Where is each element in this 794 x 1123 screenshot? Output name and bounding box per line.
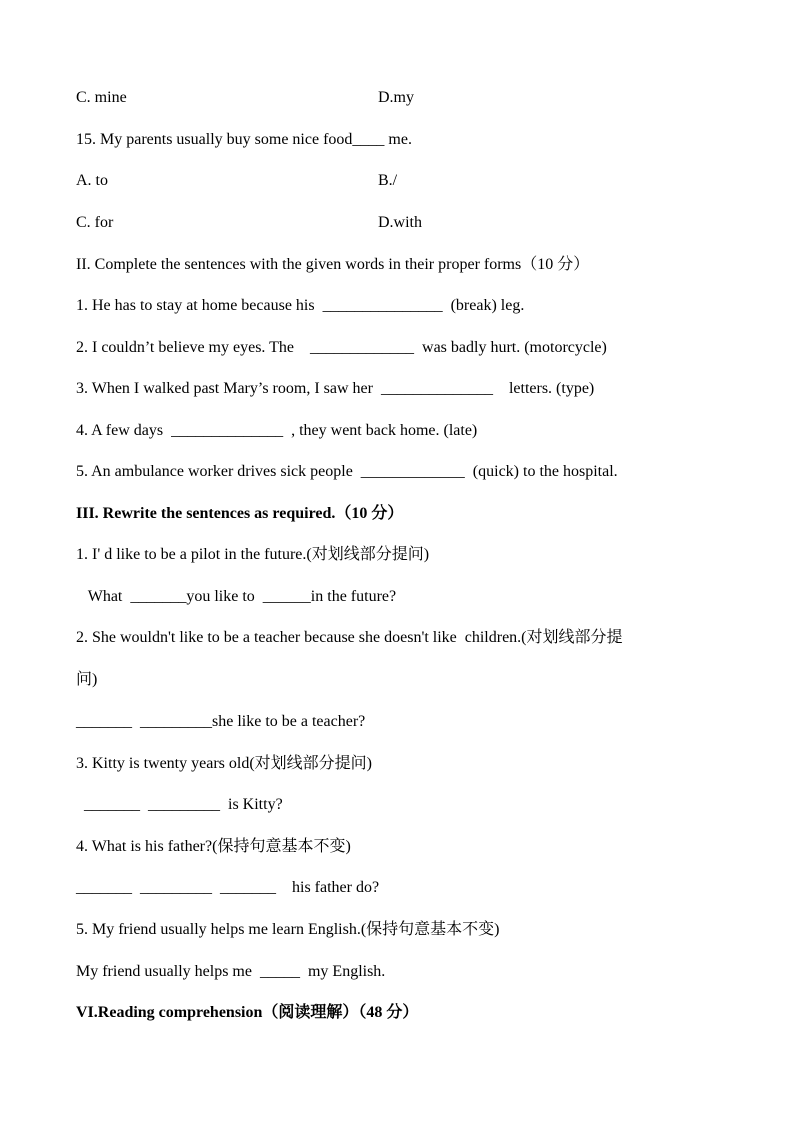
q15-option-d: D.with — [378, 214, 422, 231]
section3-q2-line2: 问) — [76, 671, 98, 688]
q15-option-c: C. for — [76, 214, 114, 231]
section2-item-5: 5. An ambulance worker drives sick people _____________ (quick) to the hospital. — [76, 463, 618, 480]
q15-option-b: B./ — [378, 172, 398, 189]
section2-item-4: 4. A few days ______________ , they went back home. (late) — [76, 422, 478, 439]
section4-heading: VI.Reading comprehension（阅读理解）（48 分） — [76, 1004, 419, 1021]
q14-option-c: C. mine — [76, 89, 127, 106]
q15-stem: 15. My parents usually buy some nice food____ me. — [76, 131, 412, 148]
section3-q3-answer: _______ _________ is Kitty? — [76, 796, 283, 813]
section3-q4-answer: _______ _________ _______ his father do? — [76, 879, 380, 896]
section3-q4: 4. What is his father?(保持句意基本不变) — [76, 838, 351, 855]
section3-heading: III. Rewrite the sentences as required.（10 分） — [76, 505, 404, 522]
section3-q3: 3. Kitty is twenty years old(对划线部分提问) — [76, 755, 372, 772]
section2-item-3: 3. When I walked past Mary’s room, I saw her ______________ letters. (type) — [76, 380, 595, 397]
q15-option-a: A. to — [76, 172, 108, 189]
section2-item-2: 2. I couldn’t believe my eyes. The _____________ was badly hurt. (motorcycle) — [76, 339, 607, 356]
section3-q2-answer: _______ _________she like to be a teacher? — [76, 713, 366, 730]
section3-q5-answer: My friend usually helps me _____ my English. — [76, 963, 386, 980]
section2-heading: II. Complete the sentences with the given words in their proper forms（10 分） — [76, 256, 590, 273]
section2-item-1: 1. He has to stay at home because his _______________ (break) leg. — [76, 297, 525, 314]
section3-q5: 5. My friend usually helps me learn English.(保持句意基本不变) — [76, 921, 500, 938]
section3-q1: 1. I' d like to be a pilot in the future.(对划线部分提问) — [76, 546, 430, 563]
q14-option-d: D.my — [378, 89, 414, 106]
section3-q2-line1: 2. She wouldn't like to be a teacher because she doesn't like children.(对划线部分提 — [76, 629, 623, 646]
section3-q1-answer: What _______you like to ______in the future? — [76, 588, 397, 605]
